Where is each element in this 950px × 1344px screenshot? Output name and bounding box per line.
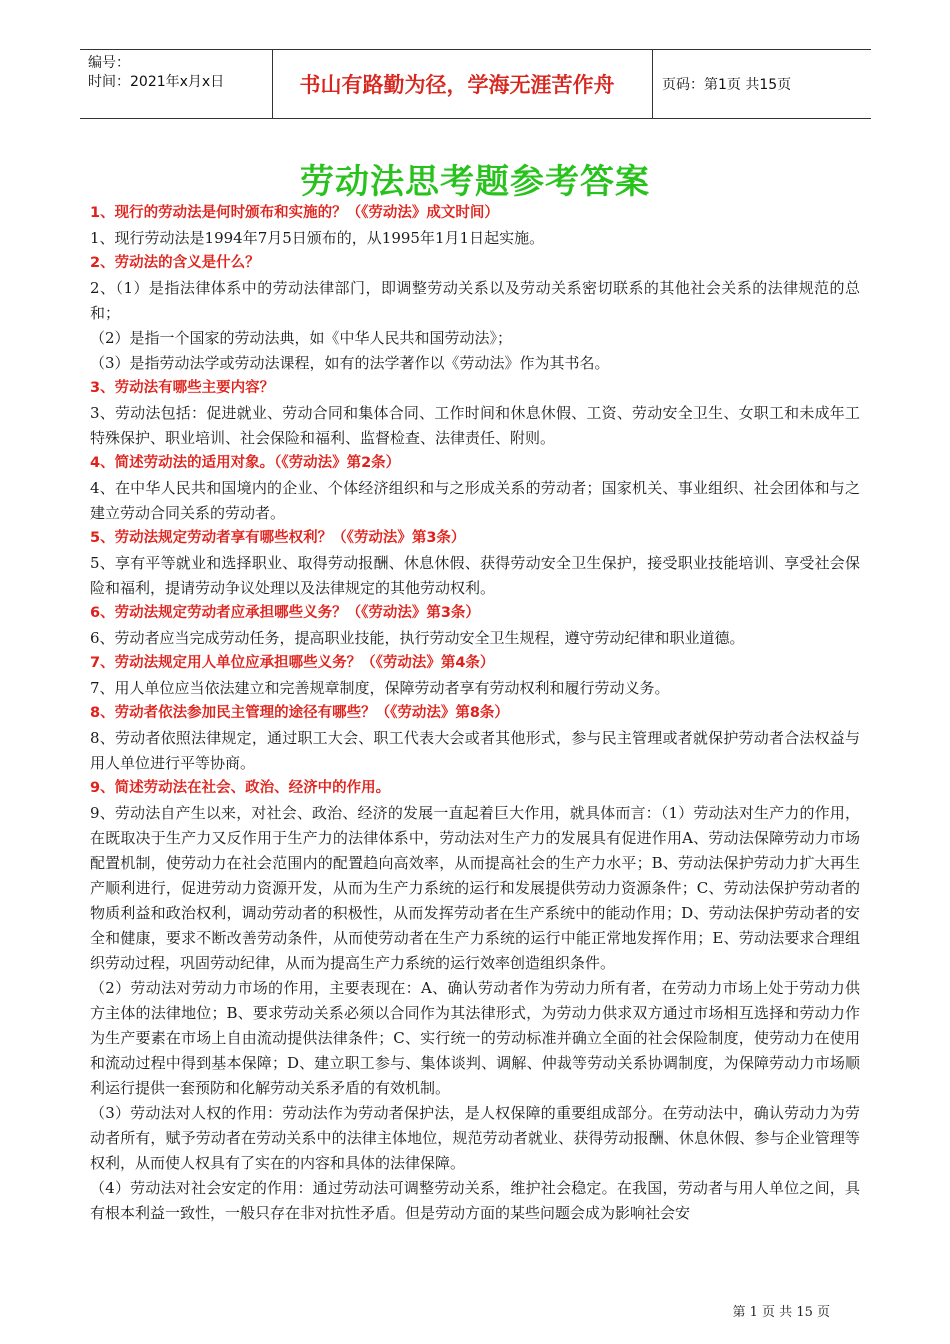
question-heading: 7、劳动法规定用人单位应承担哪些义务？（《劳动法》第4条） [90, 655, 495, 671]
answer-paragraph: 1、现行劳动法是1994年7月5日颁布的，从1995年1月1日起实施。 [90, 229, 545, 247]
answer-paragraph: 8、劳动者依照法律规定，通过职工大会、职工代表大会或者其他形式，参与民主管理或者就保护劳动者合法权益与用人单位进行平等协商。 [90, 729, 860, 772]
answer-paragraph: 3、劳动法包括：促进就业、劳动合同和集体合同、工作时间和休息休假、工资、劳动安全卫生、女职工和未成年工特殊保护、职业培训、社会保险和福利、监督检查、法律责任、附则。 [90, 404, 860, 447]
document-number-label: 编号： [88, 55, 130, 71]
answer-paragraph: 4、在中华人民共和国境内的企业、个体经济组织和与之形成关系的劳动者；国家机关、事业组织、社会团体和与之建立劳动合同关系的劳动者。 [90, 479, 860, 522]
document-title: 劳动法思考题参考答案 [300, 162, 650, 202]
qa-content [90, 201, 860, 1226]
answer-paragraph: （2）是指一个国家的劳动法典，如《中华人民共和国劳动法》； [90, 329, 513, 347]
answer-paragraph: 2、（1）是指法律体系中的劳动法律部门，即调整劳动关系以及劳动关系密切联系的其他社会关系的法律规范的总和； [90, 279, 860, 322]
answer-paragraph: （4）劳动法对社会安定的作用：通过劳动法可调整劳动关系，维护社会稳定。在我国，劳动者与用人单位之间，具有根本利益一致性，一般只存在非对抗性矛盾。但是劳动方面的某些问题会成为影响社会安 [90, 1179, 860, 1222]
page-footer: 第 1 页 共 15 页 [732, 1305, 830, 1320]
header-meta [88, 54, 288, 92]
question-heading: 3、劳动法有哪些主要内容？ [90, 380, 275, 396]
answer-paragraph: 5、享有平等就业和选择职业、取得劳动报酬、休息休假、获得劳动安全卫生保护，接受职业技能培训、享受社会保险和福利，提请劳动争议处理以及法律规定的其他劳动权利。 [90, 554, 860, 597]
page-header [80, 49, 871, 119]
question-heading: 9、简述劳动法在社会、政治、经济中的作用。 [90, 780, 391, 796]
question-heading: 5、劳动法规定劳动者享有哪些权利？（《劳动法》第3条） [90, 530, 466, 546]
answer-paragraph: 6、劳动者应当完成劳动任务，提高职业技能，执行劳动安全卫生规程，遵守劳动纪律和职业道德。 [90, 629, 745, 647]
question-heading: 6、劳动法规定劳动者应承担哪些义务？（《劳动法》第3条） [90, 605, 480, 621]
answer-paragraph: （2）劳动法对劳动力市场的作用，主要表现在：A、确认劳动者作为劳动力所有者，在劳动力市场上处于劳动力供方主体的法律地位；B、要求劳动关系必须以合同作为其法律形式，为劳动力供求双方通过市场相互选择和劳动力作为生产要素在市场上自由流动提供法律条件；C、实行统一的劳动标准并确立全面的社会保险制度，使劳动力在使用和流动过程中得到基本保障；D、建立职工参与、集体谈判、调解、仲裁等劳动关系协调制度，为保障劳动力市场顺利运行提供一套预防和化解劳动关系矛盾的有效机制。 [90, 979, 860, 1097]
header-divider [652, 50, 653, 118]
document-time: 时间：2021年x月x日 [88, 74, 225, 90]
header-page-info: 页码：第1页 共15页 [662, 77, 792, 93]
answer-paragraph: 9、劳动法自产生以来，对社会、政治、经济的发展一直起着巨大作用，就具体而言：（1）劳动法对生产力的作用，在既取决于生产力又反作用于生产力的法律体系中，劳动法对生产力的发展具有促进作用A、劳动法保障劳动力市场配置机制，使劳动力在社会范围内的配置趋向高效率，从而提高社会的生产力水平；B、劳动法保护劳动力扩大再生产顺利进行，促进劳动力资源开发，从而为生产力系统的运行和发展提供劳动力资源条件；C、劳动法保护劳动者的物质利益和政治权利，调动劳动者的积极性，从而发挥劳动者在生产系统中的能动作用；D、劳动法保护劳动者的安全和健康，要求不断改善劳动条件，从而使劳动者在生产力系统的运行中能正常地发挥作用；E、劳动法要求合理组织劳动过程，巩固劳动纪律，从而为提高生产力系统的运行效率创造组织条件。 [90, 804, 860, 972]
header-motto: 书山有路勤为径，学海无涯苦作舟 [299, 73, 615, 97]
question-heading: 1、现行的劳动法是何时颁布和实施的？（《劳动法》成文时间） [90, 205, 499, 221]
question-heading: 4、简述劳动法的适用对象。（《劳动法》第2条） [90, 455, 401, 471]
question-heading: 2、劳动法的含义是什么？ [90, 255, 260, 271]
answer-paragraph: （3）是指劳动法学或劳动法课程，如有的法学著作以《劳动法》作为其书名。 [90, 354, 610, 372]
question-heading: 8、劳动者依法参加民主管理的途径有哪些？（《劳动法》第8条） [90, 705, 509, 721]
answer-paragraph: 7、用人单位应当依法建立和完善规章制度，保障劳动者享有劳动权利和履行劳动义务。 [90, 679, 670, 697]
answer-paragraph: （3）劳动法对人权的作用：劳动法作为劳动者保护法，是人权保障的重要组成部分。在劳动法中，确认劳动力为劳动者所有，赋予劳动者在劳动关系中的法律主体地位，规范劳动者就业、获得劳动报酬、休息休假、参与企业管理等权利，从而使人权具有了实在的内容和具体的法律保障。 [90, 1104, 860, 1172]
